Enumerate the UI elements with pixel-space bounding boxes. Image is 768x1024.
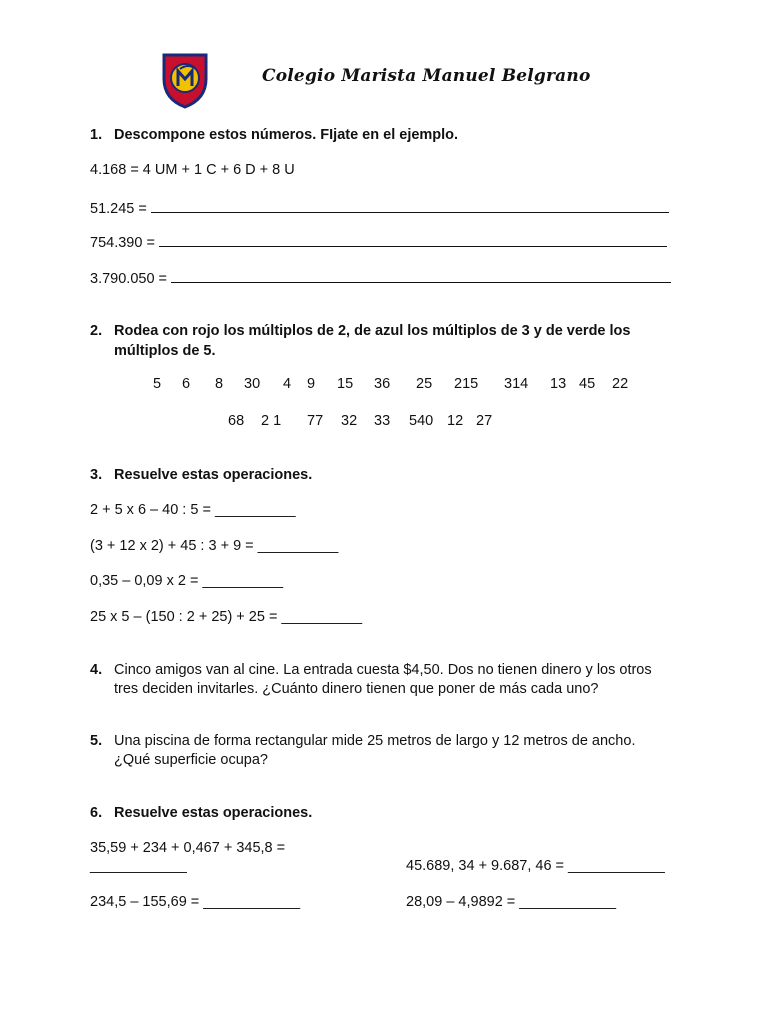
q1-item-2 xyxy=(90,234,667,251)
q6-operation-1: 35,59 + 234 + 0,467 + 345,8 = xyxy=(90,840,286,856)
q3-operation-2: (3 + 12 x 2) + 45 : 3 + 9 = __________ xyxy=(90,538,339,554)
question-4 xyxy=(90,662,652,678)
question-2-line-2: múltiplos de 5. xyxy=(114,343,216,359)
q1-item-3-label: 3.790.050 = xyxy=(90,271,168,287)
number-item[interactable]: 32 xyxy=(341,413,358,429)
question-3-title: Resuelve estas operaciones. xyxy=(114,467,313,483)
question-1-title: Descompone estos números. FIjate en el ejemplo. xyxy=(114,127,459,143)
q3-operation-1: 2 + 5 x 6 – 40 : 5 = __________ xyxy=(90,502,296,518)
number-item[interactable]: 33 xyxy=(374,413,391,429)
number-item[interactable]: 8 xyxy=(215,376,224,392)
q1-item-2-label: 754.390 = xyxy=(90,235,155,251)
number-item[interactable]: 15 xyxy=(337,376,354,392)
q1-item-1-label: 51.245 = xyxy=(90,201,147,217)
question-3-heading xyxy=(90,467,312,483)
q1-item-1 xyxy=(90,200,669,217)
number-item[interactable]: 30 xyxy=(244,376,261,392)
question-6-heading xyxy=(90,805,312,821)
answer-line[interactable] xyxy=(171,270,671,283)
question-5-line-2: ¿Qué superficie ocupa? xyxy=(114,752,268,768)
question-5 xyxy=(90,733,635,749)
number-item[interactable]: 68 xyxy=(228,413,245,429)
number-item[interactable]: 13 xyxy=(550,376,567,392)
question-2-number: 2. xyxy=(90,323,103,339)
q6-operation-3: 234,5 – 155,69 = ____________ xyxy=(90,894,301,910)
number-item[interactable]: 12 xyxy=(447,413,464,429)
answer-line[interactable] xyxy=(159,234,667,247)
question-2-line-1: Rodea con rojo los múltiplos de 2, de azul los múltiplos de 3 y de verde los xyxy=(114,323,631,339)
number-item[interactable]: 45 xyxy=(579,376,596,392)
number-item[interactable]: 215 xyxy=(454,376,479,392)
q6-operation-4: 28,09 – 4,9892 = ____________ xyxy=(406,894,617,910)
question-6-number: 6. xyxy=(90,805,103,821)
number-item[interactable]: 36 xyxy=(374,376,391,392)
q1-item-3 xyxy=(90,270,671,287)
question-3-number: 3. xyxy=(90,467,103,483)
number-item[interactable]: 6 xyxy=(182,376,191,392)
number-item[interactable]: 25 xyxy=(416,376,433,392)
question-2-heading xyxy=(90,323,630,339)
q6-operation-1-blank[interactable]: ____________ xyxy=(90,858,187,874)
q6-operation-2: 45.689, 34 + 9.687, 46 = ____________ xyxy=(406,858,665,874)
q1-example: 4.168 = 4 UM + 1 C + 6 D + 8 U xyxy=(90,162,295,178)
number-item[interactable]: 4 xyxy=(283,376,292,392)
question-1-heading xyxy=(90,127,458,143)
question-1-number: 1. xyxy=(90,127,103,143)
q3-operation-3: 0,35 – 0,09 x 2 = __________ xyxy=(90,573,284,589)
question-4-line-2: tres deciden invitarles. ¿Cuánto dinero tienen que poner de más cada uno? xyxy=(114,681,599,697)
question-6-title: Resuelve estas operaciones. xyxy=(114,805,313,821)
q3-operation-4: 25 x 5 – (150 : 2 + 25) + 25 = __________ xyxy=(90,609,363,625)
school-crest-logo xyxy=(158,49,212,109)
question-4-number: 4. xyxy=(90,662,103,678)
number-item[interactable]: 27 xyxy=(476,413,493,429)
question-5-number: 5. xyxy=(90,733,103,749)
number-item[interactable]: 314 xyxy=(504,376,529,392)
number-item[interactable]: 22 xyxy=(612,376,629,392)
question-4-line-1: Cinco amigos van al cine. La entrada cuesta $4,50. Dos no tienen dinero y los otros xyxy=(114,662,652,678)
answer-line[interactable] xyxy=(151,200,669,213)
school-name: Colegio Marista Manuel Belgrano xyxy=(262,66,591,86)
number-item[interactable]: 77 xyxy=(307,413,324,429)
number-item[interactable]: 9 xyxy=(307,376,316,392)
number-item[interactable]: 2 1 xyxy=(261,413,282,429)
number-item[interactable]: 5 xyxy=(153,376,162,392)
number-item[interactable]: 540 xyxy=(409,413,434,429)
question-5-line-1: Una piscina de forma rectangular mide 25 metros de largo y 12 metros de ancho. xyxy=(114,733,636,749)
